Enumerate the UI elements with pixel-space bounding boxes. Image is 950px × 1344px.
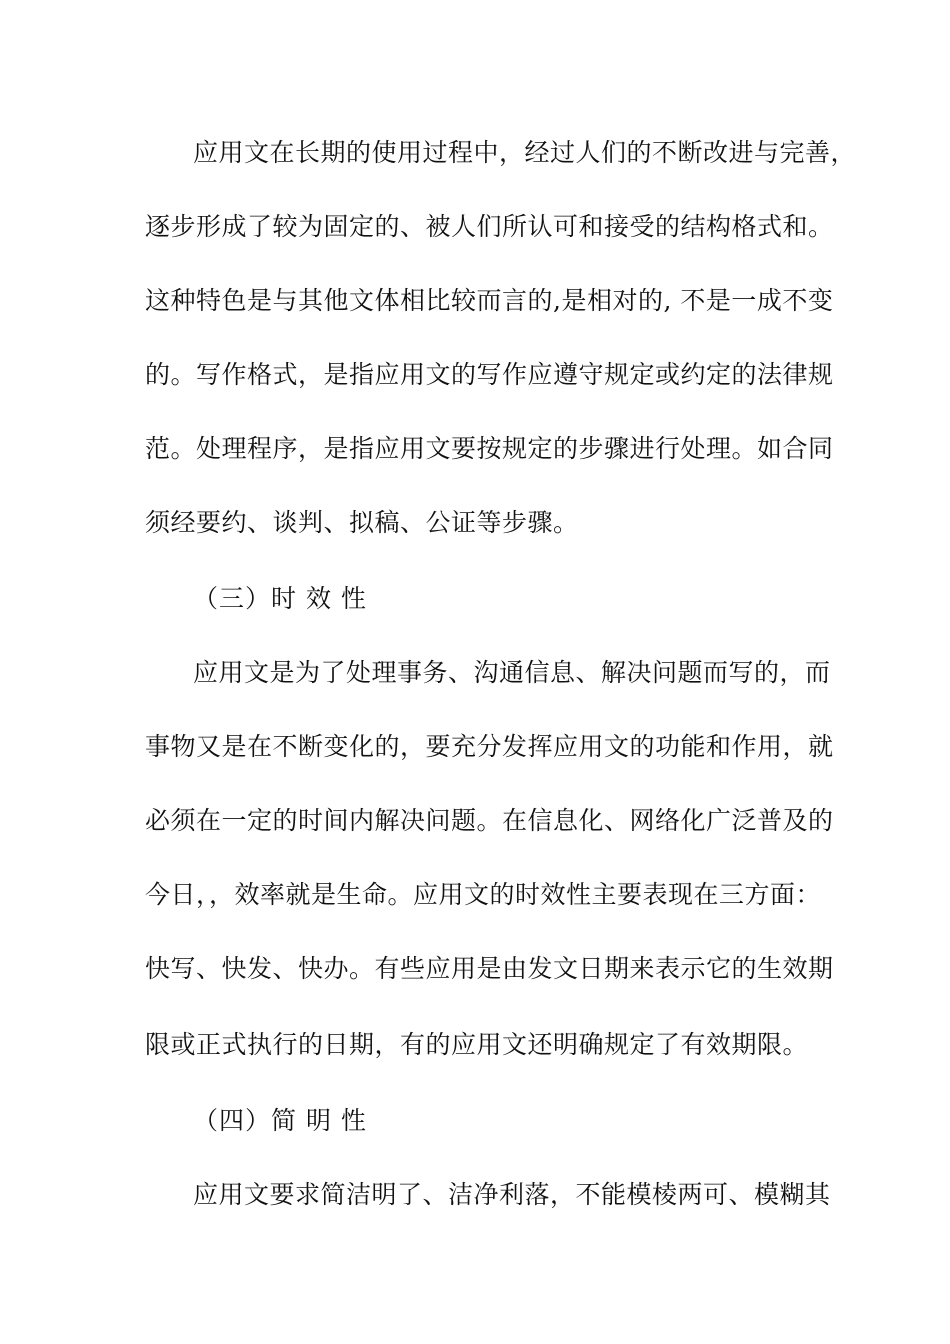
paragraph-line: 事物又是在不断变化的，要充分发挥应用文的功能和作用，就 [145,732,834,761]
paragraph-line: 限或正式执行的日期，有的应用文还明确规定了有效期限。 [145,1030,809,1059]
paragraph-line: 范。处理程序，是指应用文要按规定的步骤进行处理。如合同 [145,434,834,463]
paragraph-line: 的。写作格式，是指应用文的写作应遵守规定或约定的法律规 [145,360,834,389]
paragraph-line: 必须在一定的时间内解决问题。在信息化、网络化广泛普及的 [145,806,834,835]
paragraph-line: 须经要约、谈判、拟稿、公证等步骤。 [145,508,579,537]
paragraph-line: 应用文是为了处理事务、沟通信息、解决问题而写的，而 [193,658,831,687]
paragraph-line: 应用文在长期的使用过程中，经过人们的不断改进与完善， [193,138,857,167]
paragraph-line: 应用文要求简洁明了、洁净利落，不能模棱两可、模糊其 [193,1180,831,1209]
paragraph-line: 逐步形成了较为固定的、被人们所认可和接受的结构格式和。 [145,212,834,241]
paragraph-line: 今日，，效率就是生命。应用文的时效性主要表现在三方面： [145,880,822,909]
paragraph-line: 这种特色是与其他文体相比较而言的,是相对的, 不是一成不变 [145,286,834,315]
section-heading: （四）简 明 性 [193,1106,367,1135]
paragraph-line: 快写、快发、快办。有些应用是由发文日期来表示它的生效期 [145,954,834,983]
section-heading: （三）时 效 性 [193,584,367,613]
